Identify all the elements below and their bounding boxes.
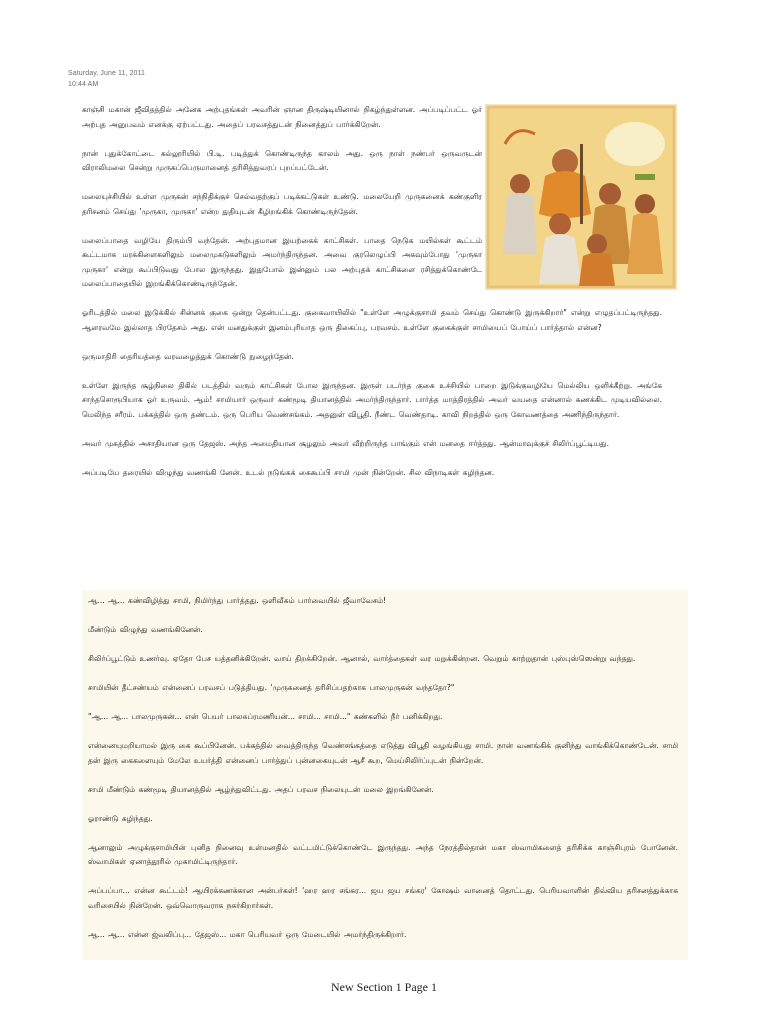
paragraph: ஒருமாதிரி தைரியத்தை வரவழைத்துக் கொண்டு நுழைந்தேன். [82,351,294,361]
paragraph: "ஆ... ஆ... பாலமுருகன்... என் பெயர் பாலசுப்ரமணியன்... சாமி... சாமி..." கண்களில் நீர் பனிக்கிறது. [88,712,443,721]
paragraph: சிலிர்ப்பூட்டும் உணர்வு. ஏதோ பேச யத்தனிக்கிறேன். வாய் திறக்கிறேன். ஆனால், வார்த்தைகள் வர மறுக்கின்றன. வெறும் காற்றுதான் புஸ்புஸ்ஸென்று வந்தது. [88,654,636,663]
paragraph: காஞ்சி மகான் ஜீவிதத்தில் அனேக அற்புதங்கள் அவரின் ஞான திருஷ்டியினால் நிகழ்ந்துள்ளன. அப்படிப்பட்ட ஓர் அற்புத அனுபவம் எனக்கு ஏற்பட்டது. அதைப் பரவசத்துடன் நினைத்துப் பார்க்கிறேன். [82,105,482,129]
paragraph: ஓரிடத்தில் மலை இடுக்கில் சின்னக் குகை ஒன்று தென்பட்டது. குகைவாயிலில் "உள்ளே அழுக்குசாமி தவம் செய்து கொண்டு இருக்கிறார்" என்று எழுதப்பட்டிருந்தது. ஆளரவமே இல்லாத பிரதேசம் அது. என் மனதுக்குள் இனம்புரியாத ஒரு திகைப்பு, பரவசம். உள்ளே குகைக்குள் சாமியைப் போய்ப் பார்த்தால் என்ன? [82,308,662,332]
article-body-top [82,103,662,580]
paragraph: அப்பப்பா... என்ன கூட்டம்! ஆயிரக்கணக்கான அன்பர்கள்! 'ஹர ஹர சங்கர... ஜய ஜய சங்கர' கோஷம் வானைத் தொட்டது. பெரியவாளின் திவ்விய தரிசனத்துக்காக வரிசையில் நின்றேன். ஒவ்வொருவராக நகர்கிறார்கள். [88,886,678,910]
article-body-highlighted [82,590,688,960]
page-footer: New Section 1 Page 1 [331,980,437,994]
paragraph: உள்ளே இருந்த சூழ்நிலை திகில் படத்தில் வரும் காட்சிகள் போல இருந்தன. இருள் படர்ந்த குகை உச்சியில் பாறை இடுக்குவழியே மெல்லிய ஒளிக்கீற்று. அங்கே சாந்தசொரூபியாக ஓர் உருவம். ஆம்! சாமியார் ஒருவர் கண்மூடி தியானத்தில் அமர்ந்திருந்தார். பார்த்த மாத்திரத்தில் அவர் வயதை என்னால் கணக்கிட முடியவில்லை. மெலிந்த சரீரம். பக்கத்தில் ஒரு தண்டம். ஒரு பெரிய வெண்சங்கம். அதனுள் விபூதி. நீண்ட வெண்தாடி. காவி நிறத்தில் ஒரு கோவணத்தை அணிந்திருந்தார். [82,380,662,419]
paragraph: அவர் முகத்தில் அசாதியான ஒரு தேஜஸ். அந்த அமைதியான சூழலும் அவர் வீற்றிருந்த பாங்கும் என் மனதை ஈர்த்தது. ஆன்மாவுக்குச் சிலிர்ப்பூட்டியது. [82,438,610,448]
paragraph: மலைப்பாதை வழியே திரும்பி வந்தேன். அற்புதமான இயற்கைக் காட்சிகள். பாதை நெடுக மயில்கள் கூட்டம் கூட்டமாக மரக்கிளைகளிலும் மலைமுகடுகளிலும் அமர்ந்திருந்தன. அவை குரலெழுப்பி அகவும்போது 'முருகா முருகா' என்று கூப்பிடுவது போல இருந்தது. இதுபோல் இன்னும் பல அற்புதக் காட்சிகளை ரசித்துக்கொண்டே மலைப்பாதையில் இறங்கிக்கொண்டிருந்தேன். [82,235,482,288]
paragraph: ஆனாலும் அழுக்குசாமியின் புனித நினைவு உள்மனதில் வட்டமிட்டுக்கொண்டே இருந்தது. அந்த நேரத்தில்தான் மகா ஸ்வாமிகளைத் தரிசிக்க காஞ்சிபுரம் போனேன். ஸ்வாமிகள் ஏனாத்தூரில் முகாமிட்டிருந்தார். [88,842,678,866]
paragraph: சாமியின் தீட்சண்யம் என்னைப் பரவசப் படுத்தியது. 'முருகனைத் தரிசிப்பதற்காக பாலமுருகன் வந்ததோ?" [88,683,455,692]
paragraph: என்னையுமறியாமல் இரு கை கூப்பினேன். பக்கத்தில் வைத்திருந்த வெண்சங்கத்தை எடுத்து விபூதி வழங்கியது சாமி. நான் வணங்கிக் குனிந்து வாங்கிக்கொண்டேன். சாமி தன் இரு கைகளையும் மேலே உயர்த்தி என்னைப் பார்த்துப் புன்னகையுடன் ஆசீ கூற, மெய்சிலிர்ப்புடன் நின்றேன். [88,741,678,765]
devotional-illustration [485,104,677,290]
note-time: 10:44 AM [68,81,99,88]
paragraph: நான் புதுக்கோட்டை கல்லூரியில் பி.டி. படித்துக் கொண்டிருந்த காலம் அது. ஒரு நாள் நண்பர் ஒருவருடன் விராலிமலை சென்று முருகப்பெருமானைத் தரிசித்துவரப் புறப்பட்டேன். [82,148,482,172]
paragraph: சாமி மீண்டும் கண்மூடி தியானத்தில் ஆழ்ந்துவிட்டது. அதப் பரவச நிலையுடன் மலை இறங்கினேன். [88,784,434,794]
paragraph: மீண்டும் விழுந்து வணங்கினேன். [88,625,203,634]
paragraph: ஆ... ஆ... கண்விழித்து சாமி, நிமிர்ந்து பார்த்தது. ஒளிவீசும் பார்வையில் ஜீவாவேசம்! [88,596,387,605]
paragraph: ஆ... ஆ... என்ன ஜ்வலிப்பு... தேஜஸ்... மகா பெரியவர் ஒரு மேடையில் அமர்ந்திருக்கிறார். [88,929,407,939]
paragraph: அப்படியே தரையில் விழுந்து வணங்கி னேன். உடல் நடுங்கக் கைகூப்பி சாமி முன் நின்றேன். சில விநாடிகள் கழிந்தன. [82,467,495,477]
paragraph: மலையுச்சியில் உள்ள முருகன் சந்நிதிக்குச் செல்வதற்குப் படிக்கட்டுகள் உண்டு. மலையேறி முருகனைக் கண்குளிர தரிசனம் செய்து 'முருகா, முருகா' என்ற துதியுடன் கீழிறங்கிக் கொண்டிருந்தேன். [82,192,482,216]
paragraph: ஓராண்டு கழிந்தது. [88,813,153,823]
note-date: Saturday, June 11, 2011 [68,70,146,77]
